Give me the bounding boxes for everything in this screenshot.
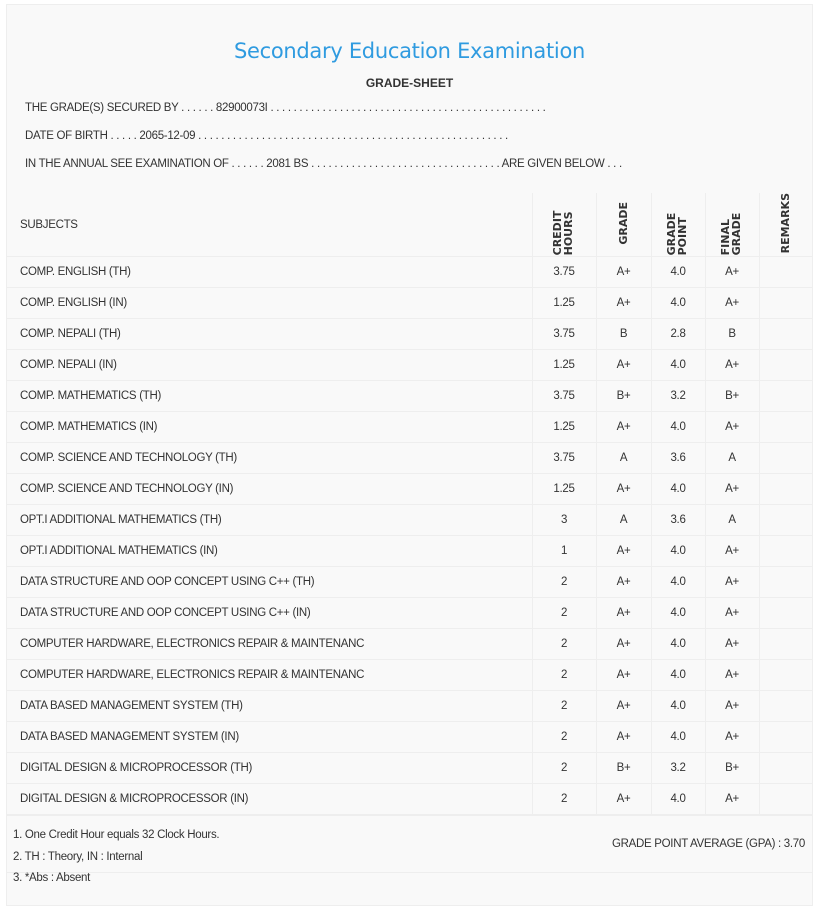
grade-cell: B [596, 319, 651, 350]
table-row [7, 257, 812, 288]
subject-cell: COMP. MATHEMATICS (TH) [7, 381, 532, 412]
final-grade-cell: A+ [705, 784, 759, 815]
credit-hours-cell: 3 [532, 505, 596, 536]
remarks-cell [759, 474, 812, 505]
remarks-cell [759, 288, 812, 319]
credit-hours-cell: 1.25 [532, 474, 596, 505]
grades-table [7, 193, 812, 873]
final-grade-cell: A+ [705, 598, 759, 629]
final-grade-cell: A+ [705, 288, 759, 319]
subject-cell: COMP. SCIENCE AND TECHNOLOGY (IN) [7, 474, 532, 505]
table-row [7, 567, 812, 598]
gpa-summary: GRADE POINT AVERAGE (GPA) : 3.70 [7, 815, 812, 873]
final-grade-cell: A+ [705, 567, 759, 598]
remarks-cell [759, 567, 812, 598]
table-row [7, 350, 812, 381]
grade-point-cell: 4.0 [651, 536, 705, 567]
credit-hours-cell: 3.75 [532, 381, 596, 412]
grade-point-cell: 4.0 [651, 660, 705, 691]
grade-point-cell: 4.0 [651, 629, 705, 660]
note: 2. TH : Theory, IN : Internal [13, 850, 143, 863]
grade-sheet-heading: GRADE-SHEET [365, 76, 454, 90]
remarks-cell [759, 443, 812, 474]
subject-cell: OPT.I ADDITIONAL MATHEMATICS (TH) [7, 505, 532, 536]
table-row [7, 598, 812, 629]
subject-cell: DATA BASED MANAGEMENT SYSTEM (TH) [7, 691, 532, 722]
grade-cell: A+ [596, 288, 651, 319]
grade-cell: A+ [596, 474, 651, 505]
table-row [7, 505, 812, 536]
credit-hours-cell: 2 [532, 629, 596, 660]
credit-hours-cell: 3.75 [532, 257, 596, 288]
remarks-cell [759, 381, 812, 412]
header-credit-hours: CREDIT HOURS [532, 193, 596, 257]
grade-point-cell: 4.0 [651, 350, 705, 381]
remarks-cell [759, 536, 812, 567]
grade-point-cell: 3.2 [651, 381, 705, 412]
subject-cell: DIGITAL DESIGN & MICROPROCESSOR (TH) [7, 753, 532, 784]
subject-cell: COMP. ENGLISH (IN) [7, 288, 532, 319]
table-row [7, 288, 812, 319]
remarks-cell [759, 784, 812, 815]
credit-hours-cell: 2 [532, 722, 596, 753]
header-subjects: SUBJECTS [7, 193, 532, 257]
subject-cell: COMP. ENGLISH (TH) [7, 257, 532, 288]
grade-cell: B+ [596, 381, 651, 412]
subject-cell: DATA BASED MANAGEMENT SYSTEM (IN) [7, 722, 532, 753]
table-row [7, 536, 812, 567]
final-grade-cell: A+ [705, 722, 759, 753]
final-grade-cell: A [705, 505, 759, 536]
credit-hours-cell: 3.75 [532, 443, 596, 474]
note: 1. One Credit Hour equals 32 Clock Hours. [13, 829, 220, 841]
grade-point-cell: 4.0 [651, 474, 705, 505]
final-grade-cell: B+ [705, 381, 759, 412]
subject-cell: COMPUTER HARDWARE, ELECTRONICS REPAIR & MAINTENANC [7, 660, 532, 691]
final-grade-cell: A+ [705, 412, 759, 443]
remarks-cell [759, 629, 812, 660]
table-row [7, 412, 812, 443]
grade-cell: A+ [596, 691, 651, 722]
remarks-cell [759, 257, 812, 288]
note: 3. *Abs : Absent [13, 872, 91, 884]
dob-line: DATE OF BIRTH . . . . . 2065-12-09 . . . . . . . . . . . . . . . . . . . . . . . . . . . . . . . . . . . . . . . . . . . . . . . . . . . . . . [25, 130, 508, 142]
divider [7, 815, 812, 816]
grade-point-cell: 4.0 [651, 412, 705, 443]
grade-cell: B+ [596, 753, 651, 784]
grade-cell: A+ [596, 412, 651, 443]
remarks-cell [759, 505, 812, 536]
grade-cell: A+ [596, 350, 651, 381]
subject-cell: DIGITAL DESIGN & MICROPROCESSOR (IN) [7, 784, 532, 815]
credit-hours-cell: 1.25 [532, 288, 596, 319]
final-grade-cell: A+ [705, 629, 759, 660]
grade-cell: A+ [596, 660, 651, 691]
subject-cell: COMP. SCIENCE AND TECHNOLOGY (TH) [7, 443, 532, 474]
grade-cell: A+ [596, 629, 651, 660]
remarks-cell [759, 722, 812, 753]
subject-cell: DATA STRUCTURE AND OOP CONCEPT USING C++ (IN) [7, 598, 532, 629]
table-row [7, 381, 812, 412]
grade-point-cell: 2.8 [651, 319, 705, 350]
exam-title: Secondary Education Examination [233, 39, 586, 63]
remarks-cell [759, 350, 812, 381]
credit-hours-cell: 1.25 [532, 350, 596, 381]
remarks-cell [759, 598, 812, 629]
credit-hours-cell: 2 [532, 753, 596, 784]
subject-cell: OPT.I ADDITIONAL MATHEMATICS (IN) [7, 536, 532, 567]
subject-cell: COMP. NEPALI (TH) [7, 319, 532, 350]
grade-cell: A [596, 443, 651, 474]
grade-cell: A+ [596, 257, 651, 288]
credit-hours-cell: 2 [532, 567, 596, 598]
grade-point-cell: 4.0 [651, 257, 705, 288]
final-grade-cell: A+ [705, 660, 759, 691]
header-grade: GRADE [596, 193, 651, 257]
remarks-cell [759, 319, 812, 350]
final-grade-cell: A+ [705, 536, 759, 567]
grade-point-cell: 4.0 [651, 722, 705, 753]
grade-point-cell: 3.2 [651, 753, 705, 784]
grade-point-cell: 4.0 [651, 598, 705, 629]
grade-point-cell: 4.0 [651, 784, 705, 815]
table-row [7, 691, 812, 722]
remarks-cell [759, 753, 812, 784]
table-row [7, 784, 812, 815]
grade-point-cell: 4.0 [651, 288, 705, 319]
subject-cell: COMP. NEPALI (IN) [7, 350, 532, 381]
final-grade-cell: A [705, 443, 759, 474]
header-final-grade: FINAL GRADE [705, 193, 759, 257]
exam-line: IN THE ANNUAL SEE EXAMINATION OF . . . . . . 2081 BS . . . . . . . . . . . . . . . . . . . . . . . . . . . . . . . . . ARE GIVEN BELOW . . . [25, 158, 622, 170]
final-grade-cell: B+ [705, 753, 759, 784]
grade-cell: A+ [596, 536, 651, 567]
table-row [7, 443, 812, 474]
header-grade-point: GRADE POINT [651, 193, 705, 257]
credit-hours-cell: 3.75 [532, 319, 596, 350]
grade-point-cell: 3.6 [651, 505, 705, 536]
final-grade-cell: B [705, 319, 759, 350]
final-grade-cell: A+ [705, 474, 759, 505]
final-grade-cell: A+ [705, 691, 759, 722]
table-header-row [7, 193, 812, 257]
grade-cell: A+ [596, 784, 651, 815]
grade-cell: A+ [596, 722, 651, 753]
credit-hours-cell: 2 [532, 660, 596, 691]
grade-cell: A+ [596, 598, 651, 629]
credit-hours-cell: 2 [532, 691, 596, 722]
table-row [7, 660, 812, 691]
table-row [7, 629, 812, 660]
credit-hours-cell: 1 [532, 536, 596, 567]
grade-point-cell: 3.6 [651, 443, 705, 474]
table-row [7, 722, 812, 753]
grade-sheet-panel [6, 4, 813, 906]
credit-hours-cell: 1.25 [532, 412, 596, 443]
remarks-cell [759, 412, 812, 443]
subject-cell: DATA STRUCTURE AND OOP CONCEPT USING C++ (TH) [7, 567, 532, 598]
grade-cell: A+ [596, 567, 651, 598]
final-grade-cell: A+ [705, 350, 759, 381]
remarks-cell [759, 691, 812, 722]
final-grade-cell: A+ [705, 257, 759, 288]
header-remarks: REMARKS [759, 193, 812, 257]
secured-by-line: THE GRADE(S) SECURED BY . . . . . . 82900073I . . . . . . . . . . . . . . . . . . . . . . . . . . . . . . . . . . . . . . . . . . . . . . . . [25, 102, 546, 114]
table-row [7, 474, 812, 505]
credit-hours-cell: 2 [532, 598, 596, 629]
table-row [7, 753, 812, 784]
footnotes [13, 825, 219, 890]
subject-cell: COMP. MATHEMATICS (IN) [7, 412, 532, 443]
credit-hours-cell: 2 [532, 784, 596, 815]
subject-cell: COMPUTER HARDWARE, ELECTRONICS REPAIR & MAINTENANC [7, 629, 532, 660]
grade-point-cell: 4.0 [651, 691, 705, 722]
table-row [7, 319, 812, 350]
remarks-cell [759, 660, 812, 691]
grade-cell: A [596, 505, 651, 536]
grade-point-cell: 4.0 [651, 567, 705, 598]
